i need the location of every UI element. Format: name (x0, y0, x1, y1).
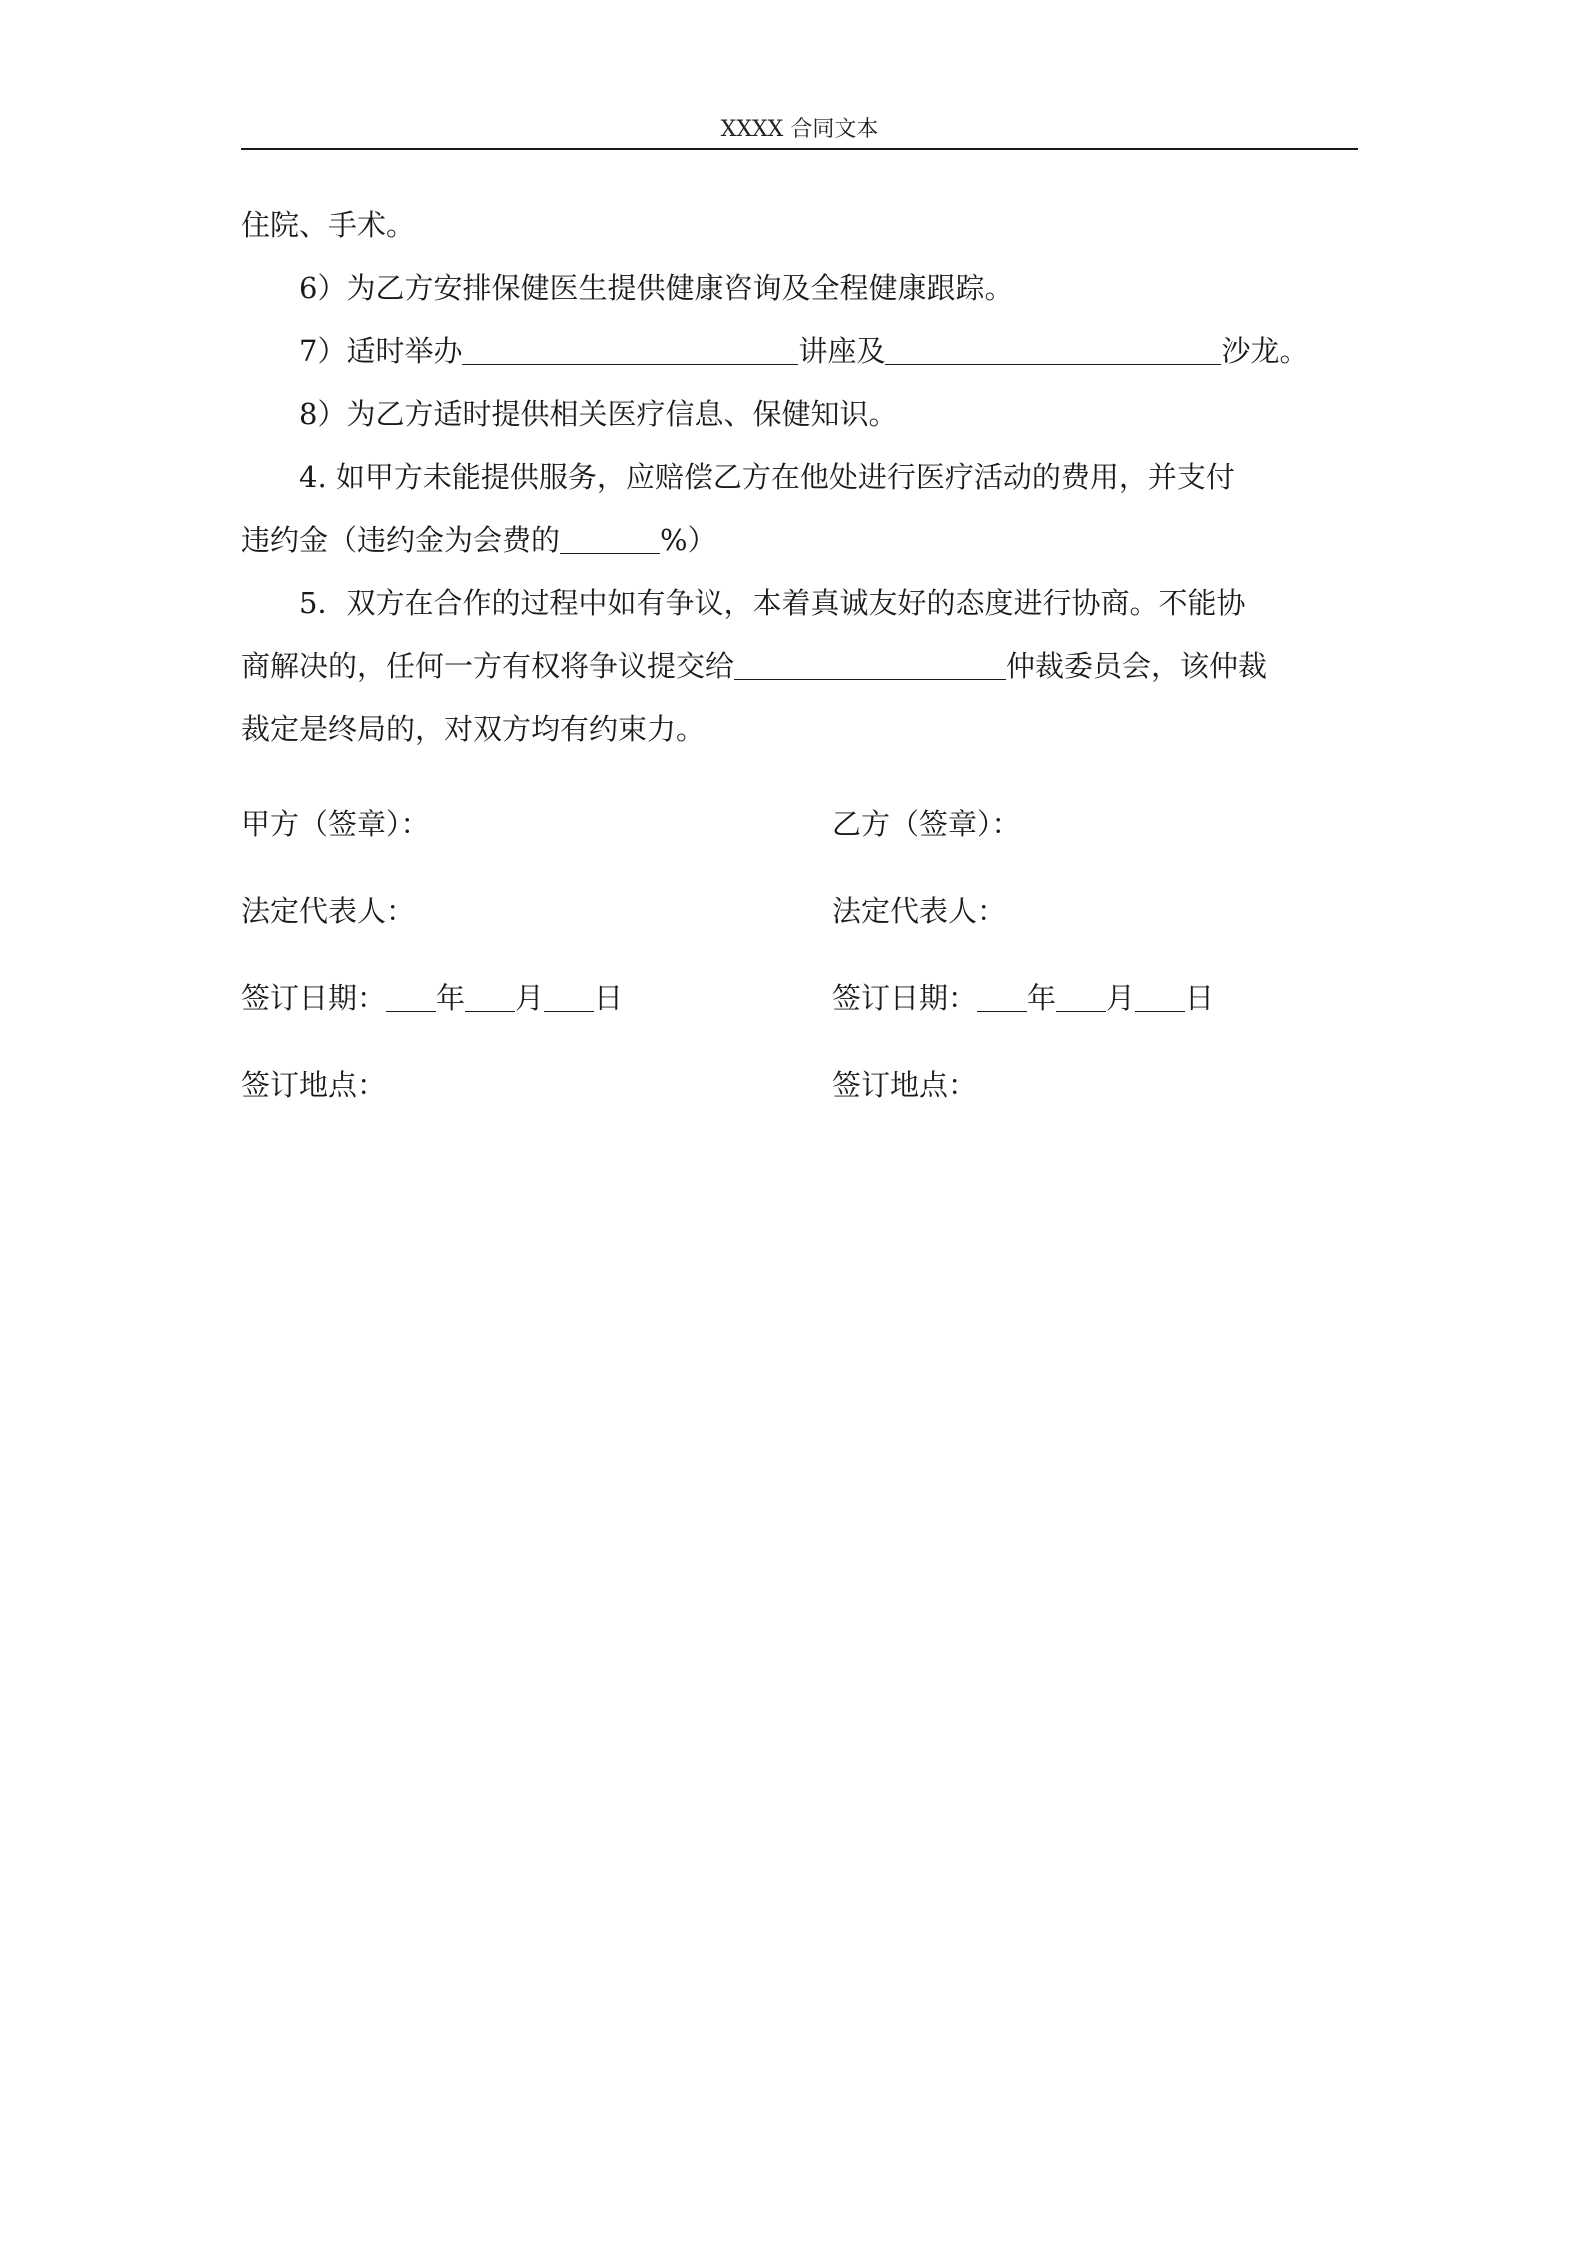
party-b-place-label: 签订地点： (832, 1068, 978, 1102)
lecture-blank (462, 334, 798, 365)
party-b-day-unit: 日 (1185, 981, 1215, 1015)
clause-5-suffix: 仲裁委员会，该仲裁 (1006, 649, 1268, 683)
header-divider (241, 148, 1358, 150)
page-header-title: XXXX 合同文本 (720, 117, 879, 142)
party-a-seal-label: 甲方（签章）： (241, 807, 430, 841)
seal-row (241, 802, 1358, 889)
arbitration-body-blank (734, 649, 1006, 680)
party-a-day-blank (544, 981, 594, 1012)
item-6: 6）为乙方安排保健医生提供健康咨询及全程健康跟踪。 (299, 271, 1014, 305)
clause-5-line-3: 裁定是终局的，对双方均有约束力。 (241, 712, 706, 746)
party-b-month-blank (1056, 981, 1106, 1012)
clause-4-line-1: 4. 如甲方未能提供服务，应赔偿乙方在他处进行医疗活动的费用，并支付 (299, 460, 1235, 494)
party-b-year-unit: 年 (1027, 981, 1057, 1015)
party-a-month-unit: 月 (515, 981, 545, 1015)
party-b-seal-label: 乙方（签章）： (832, 807, 1021, 841)
party-a-day-unit: 日 (594, 981, 624, 1015)
party-b-month-unit: 月 (1106, 981, 1136, 1015)
party-b-day-blank (1135, 981, 1185, 1012)
clause-4-suffix: %） (660, 523, 717, 557)
party-a-year-blank (386, 981, 436, 1012)
signature-block (241, 802, 1358, 1150)
salon-blank (885, 334, 1221, 365)
contract-body (241, 194, 1358, 761)
item-7-suffix: 沙龙。 (1221, 334, 1309, 368)
item-7 (241, 320, 1358, 383)
party-a-place-label: 签订地点： (241, 1068, 387, 1102)
clause-5-line-2 (241, 635, 1358, 698)
item-7-prefix: 7）适时举办 (299, 334, 463, 368)
party-a-date (241, 976, 623, 1017)
place-row (241, 1063, 1358, 1150)
party-b-year-blank (977, 981, 1027, 1012)
party-a-date-label: 签订日期： (241, 981, 387, 1015)
party-b-date (832, 976, 1214, 1017)
party-b-date-label: 签订日期： (832, 981, 978, 1015)
penalty-percent-blank (560, 523, 660, 554)
clause-4-line-2 (241, 509, 1358, 572)
party-b-representative-label: 法定代表人： (832, 894, 1007, 928)
clause-5-prefix: 商解决的，任何一方有权将争议提交给 (241, 649, 735, 683)
party-a-representative-label: 法定代表人： (241, 894, 416, 928)
paragraph-continuation: 住院、手术。 (241, 208, 416, 242)
clause-5-line-1: 5．双方在合作的过程中如有争议，本着真诚友好的态度进行协商。不能协 (299, 586, 1246, 620)
representative-row (241, 889, 1358, 976)
party-a-year-unit: 年 (436, 981, 466, 1015)
item-8: 8）为乙方适时提供相关医疗信息、保健知识。 (299, 397, 898, 431)
date-row (241, 976, 1358, 1063)
clause-4-prefix: 违约金（违约金为会费的 (241, 523, 561, 557)
item-7-middle: 讲座及 (798, 334, 886, 368)
party-a-month-blank (465, 981, 515, 1012)
